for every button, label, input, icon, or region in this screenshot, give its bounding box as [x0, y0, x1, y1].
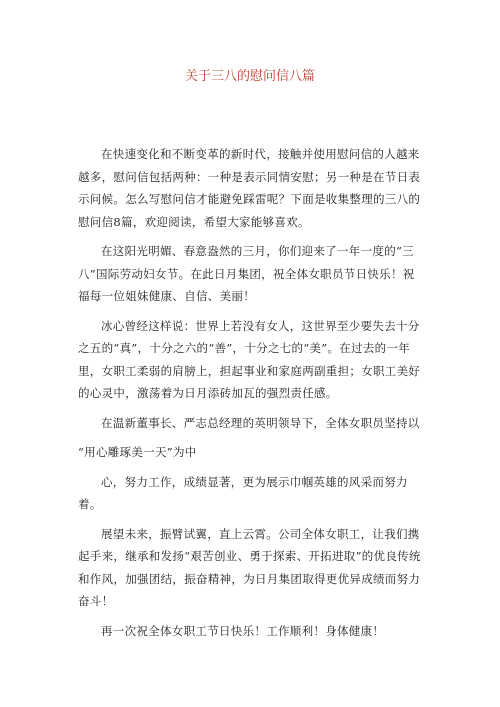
document-body	[78, 143, 423, 649]
paragraph-outlook: 展望未来，振臂试翼，直上云霄。公司全体女职工，让我们携起手来，继承和发扬“艰苦创业、勇于探索、开拓进取”的优良传统和作风，加强团结，振奋精神，为日月集团取得更优异成绩而努力奋斗！	[78, 526, 421, 608]
paragraph-closing: 再一次祝全体女职工节日快乐！工作顺利！身体健康！	[101, 623, 385, 638]
paragraph-leadership: 在温新董事长、严志总经理的英明领导下，全体女职员坚持以	[101, 415, 420, 430]
paragraph-motto: “用心雕琢美一天”为中	[78, 445, 197, 459]
paragraph-greeting: 在这阳光明媚、春意盎然的三月，你们迎来了一年一度的“三八”国际劳动妇女节。在此日月集团，祝全体女职员节日快乐！祝福每一位姐妹健康、自信、美丽！	[78, 244, 415, 303]
document-title: 关于三八的慰问信八篇	[184, 69, 315, 84]
paragraph-bingxin-quote: 冰心曾经这样说：世界上若没有女人，这世界至少要失去十分之五的“真”，十分之六的“善”，十分之七的“美”。在过去的一年里，女职工柔弱的肩膀上，担起事业和家庭两副重担；女职工美好的心灵中，激荡着为日月添砖加瓦的强烈责任感。	[78, 318, 421, 400]
paragraph-intro: 在快速变化和不断变革的新时代，接触并使用慰问信的人越来越多，慰问信包括两种：一种是表示同情安慰；另一种是在节日表示问候。怎么写慰问信才能避免踩雷呢？下面是收集整理的三八的慰问信8篇，欢迎阅读，希望大家能够喜欢。	[78, 147, 421, 229]
paragraph-effort: 心，努力工作，成绩显著，更为展示巾帼英雄的风采而努力着。	[78, 474, 408, 511]
